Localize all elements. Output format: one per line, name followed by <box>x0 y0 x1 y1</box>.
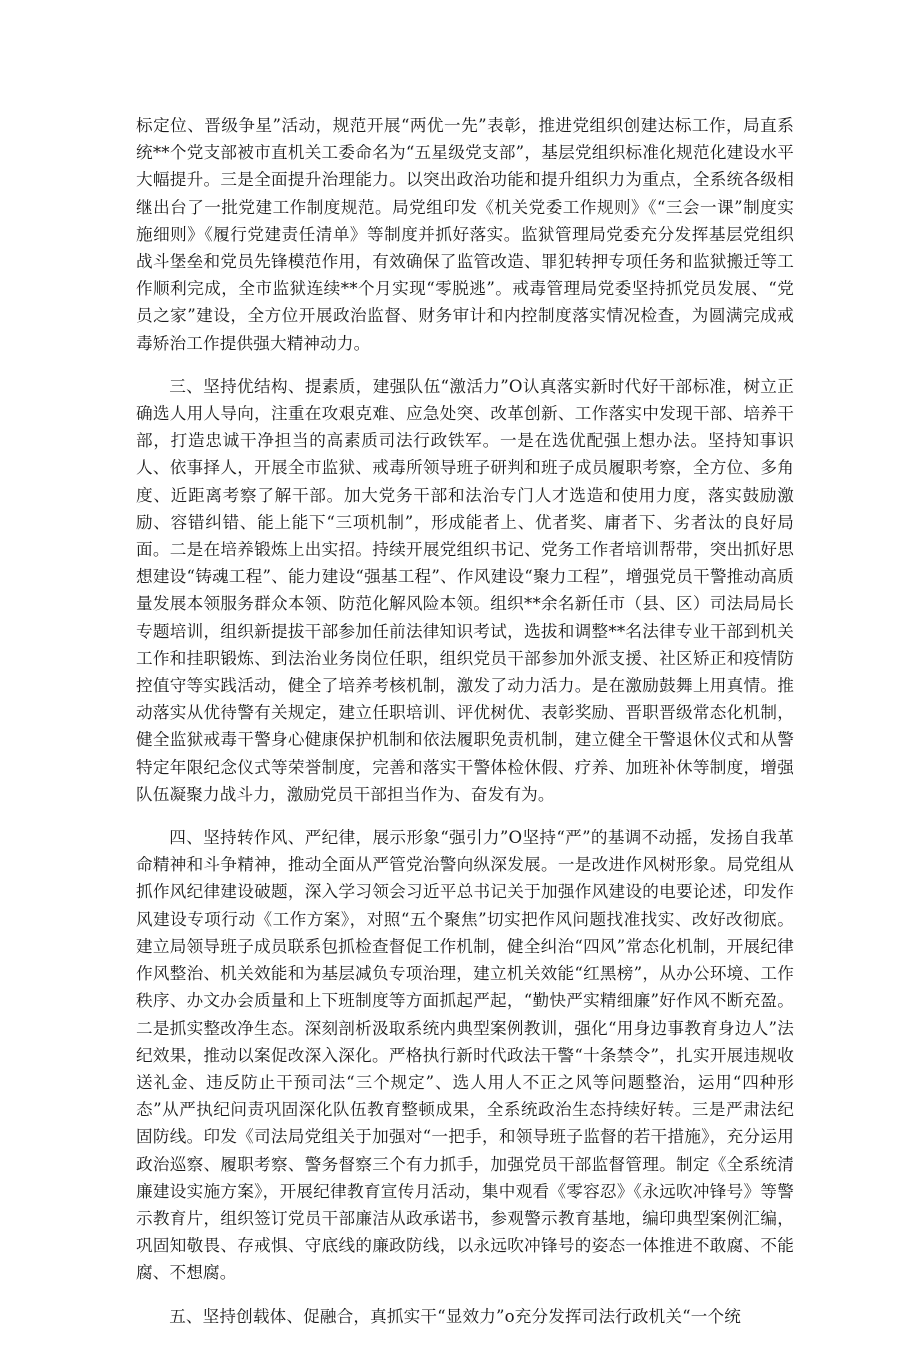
document-body <box>136 112 794 1346</box>
paragraph-continued: 标定位、晋级争星”活动，规范开展“两优一先”表彰，推进党组织创建达标工作，局直系统**个党支部被市直机关工委命名为“五星级党支部”，基层党组织标准化规范化建设水平大幅提升。三是全面提升治理能力。以突出政治功能和提升组织力为重点，全系统各级相继出台了一批党建工作制度规范。局党组印发《机关党委工作规则》《“三会一课”制度实施细则》《履行党建责任清单》等制度并抓好落实。监狱管理局党委充分发挥基层党组织战斗堡垒和党员先锋模范作用，有效确保了监管改造、罪犯转押专项任务和监狱搬迁等工作顺利完成，全市监狱连续**个月实现“零脱逃”。戒毒管理局党委坚持抓党员发展、“党员之家”建设，全方位开展政治监督、财务审计和内控制度落实情况检查，为圆满完成戒毒矫治工作提供强大精神动力。 <box>136 116 794 353</box>
paragraph-section-four: 四、坚持转作风、严纪律，展示形象“强引力”O坚持“严”的基调不动摇，发扬自我革命精神和斗争精神，推动全面从严管党治警向纵深发展。一是改进作风树形象。局党组从抓作风纪律建设破题，深入学习领会习近平总书记关于加强作风建设的电要论述，印发作风建设专项行动《工作方案》，对照“五个聚焦”切实把作风问题找准找实、改好改彻底。建立局领导班子成员联系包抓检查督促工作机制，健全纠治“四风”常态化机制，开展纪律作风整治、机关效能和为基层减负专项治理，建立机关效能“红黑榜”，从办公环境、工作秩序、办文办会质量和上下班制度等方面抓起严起，“勤快严实精细廉”好作风不断充盈。二是抓实整改净生态。深刻剖析汲取系统内典型案例教训，强化“用身边事教育身边人”法纪效果，推动以案促改深入深化。严格执行新时代政法干警“十条禁令”，扎实开展违规收送礼金、违反防止干预司法“三个规定”、选人用人不正之风等问题整治，运用“四种形态”从严执纪问责巩固深化队伍教育整顿成果，全系统政治生态持续好转。三是严肃法纪固防线。印发《司法局党组关于加强对“一把手，和领导班子监督的若干措施》，充分运用政治巡察、履职考察、警务督察三个有力抓手，加强党员干部监督管理。制定《全系统清廉建设实施方案》，开展纪律教育宣传月活动，集中观看《零容忍》《永远吹冲锋号》等警示教育片，组织签订党员干部廉洁从政承诺书，参观警示教育基地，编印典型案例汇编，巩固知敬畏、存戒惧、守底线的廉政防线，以永远吹冲锋号的姿态一体推进不敢腐、不能腐、不想腐。 <box>136 828 794 1283</box>
paragraph-section-three: 三、坚持优结构、提素质，建强队伍“激活力”O认真落实新时代好干部标准，树立正确选人用人导向，注重在攻艰克难、应急处突、改革创新、工作落实中发现干部、培养干部，打造忠诚干净担当的高素质司法行政铁军。一是在选优配强上想办法。坚持知事识人、依事择人，开展全市监狱、戒毒所领导班子研判和班子成员履职考察，全方位、多角度、近距离考察了解干部。加大党务干部和法治专门人才选造和使用力度，落实鼓励激励、容错纠错、能上能下“三项机制”，形成能者上、优者奖、庸者下、劣者汰的良好局面。二是在培养锻炼上出实招。持续开展党组织书记、党务工作者培训帮带，突出抓好思想建设“铸魂工程”、能力建设“强基工程”、作风建设“聚力工程”，增强党员干警推动高质量发展本领服务群众本领、防范化解风险本领。组织**余名新任市（县、区）司法局局长专题培训，组织新提拔干部参加任前法律知识考试，选拔和调整**名法律专业干部到机关工作和挂职锻炼、到法治业务岗位任职，组织党员干部参加外派支援、社区矫正和疫情防控值守等实践活动，健全了培养考核机制，激发了动力活力。是在激励鼓舞上用真情。推动落实从优待警有关规定，建立任职培训、评优树优、表彰奖励、晋职晋级常态化机制，健全监狱戒毒干警身心健康保护机制和依法履职免责机制，建立健全干警退休仪式和从警特定年限纪念仪式等荣誉制度，完善和落实干警体检休假、疗养、加班补休等制度，增强队伍凝聚力战斗力，激励党员干部担当作为、奋发有为。 <box>136 376 794 804</box>
paragraph-section-five: 五、坚持创载体、促融合，真抓实干“显效力”o充分发挥司法行政机关“一个统 <box>169 1306 742 1326</box>
